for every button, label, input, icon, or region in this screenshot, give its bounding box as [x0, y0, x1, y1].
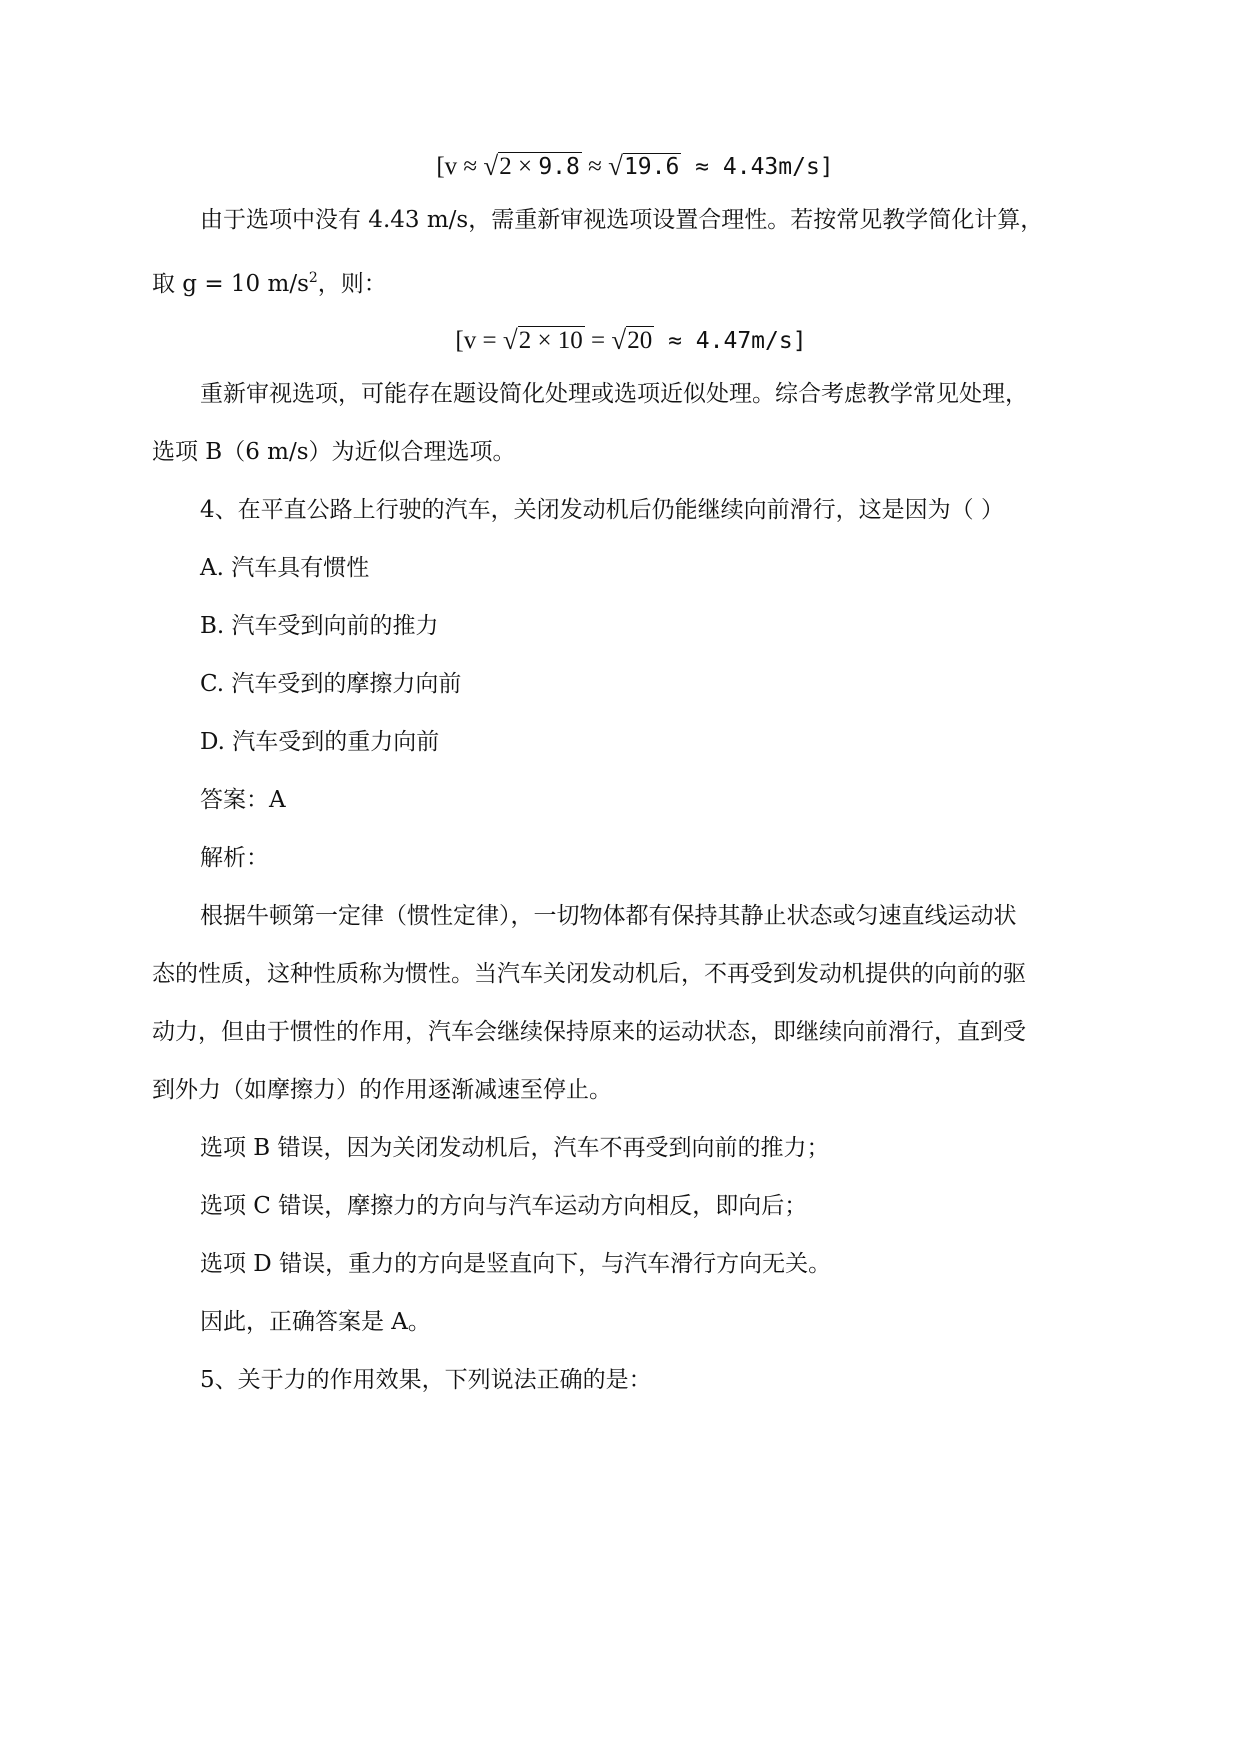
question-5: 5、关于力的作用效果，下列说法正确的是：: [200, 1367, 652, 1393]
sqrt-expression: [503, 324, 585, 356]
option-a: A. 汽车具有惯性: [200, 555, 370, 581]
radical-sign: √: [608, 151, 623, 181]
sqrt-expression: [608, 150, 681, 182]
explanation-line: 动力，但由于惯性的作用，汽车会继续保持原来的运动状态，即继续向前滑行，直到受: [152, 1019, 1026, 1045]
question-4: 4、在平直公路上行驶的汽车，关闭发动机后仍能继续向前滑行，这是因为（ ）: [200, 497, 1004, 523]
explanation-line: 态的性质，这种性质称为惯性。当汽车关闭发动机后，不再受到发动机提供的向前的驱: [152, 961, 1026, 987]
option-d: D. 汽车受到的重力向前: [200, 729, 440, 755]
option-c: C. 汽车受到的摩擦力向前: [200, 671, 462, 697]
conclusion: 因此，正确答案是 A。: [200, 1309, 431, 1335]
paragraph-re-examine: 重新审视选项，可能存在题设简化处理或选项近似处理。综合考虑教学常见处理，: [200, 381, 1028, 407]
radical-sign: √: [611, 325, 627, 355]
option-b: B. 汽车受到向前的推力: [200, 613, 439, 639]
formula-text: ≈ 4.47m/s]: [654, 328, 807, 354]
formula-velocity-10: [160, 324, 1102, 354]
sqrt-expression: [483, 150, 581, 182]
radical-sign: √: [502, 325, 518, 355]
option-b-wrong: 选项 B 错误，因为关闭发动机后，汽车不再受到向前的推力；: [200, 1135, 830, 1161]
radicand: 20: [627, 327, 653, 354]
document-page: [152, 150, 1102, 1396]
paragraph-reconsider: 由于选项中没有 4.43 m/s，需重新审视选项设置合理性。若按常见教学简化计算，: [200, 207, 1044, 233]
paragraph-take-g: 取 g = 10 $m/s^2$，则：: [152, 270, 387, 297]
explanation-line: 到外力（如摩擦力）的作用逐渐减速至停止。: [152, 1077, 612, 1103]
formula-text: [v ≈: [436, 153, 484, 180]
formula-text: ≈: [581, 153, 609, 180]
radical-sign: √: [483, 151, 499, 181]
option-d-wrong: 选项 D 错误，重力的方向是竖直向下，与汽车滑行方向无关。: [200, 1251, 832, 1277]
formula-text: =: [584, 327, 612, 354]
explanation-line: 根据牛顿第一定律（惯性定律），一切物体都有保持其静止状态或匀速直线运动状: [200, 903, 1017, 929]
formula-text: [v =: [455, 327, 503, 354]
answer: 答案：A: [200, 787, 286, 813]
option-c-wrong: 选项 C 错误，摩擦力的方向与汽车运动方向相反，即向后；: [200, 1193, 808, 1219]
radicand: 19.6: [623, 154, 680, 180]
paragraph-option-b-approx: 选项 B（6 m/s）为近似合理选项。: [152, 439, 516, 465]
radicand: 2 × 9.8: [499, 153, 580, 180]
radicand: 2 × 10: [518, 327, 583, 354]
sqrt-expression: [611, 324, 654, 356]
formula-velocity-9-8: [168, 150, 1102, 180]
formula-text: ≈ 4.43m/s]: [681, 154, 834, 180]
analysis-label: 解析：: [200, 845, 269, 871]
